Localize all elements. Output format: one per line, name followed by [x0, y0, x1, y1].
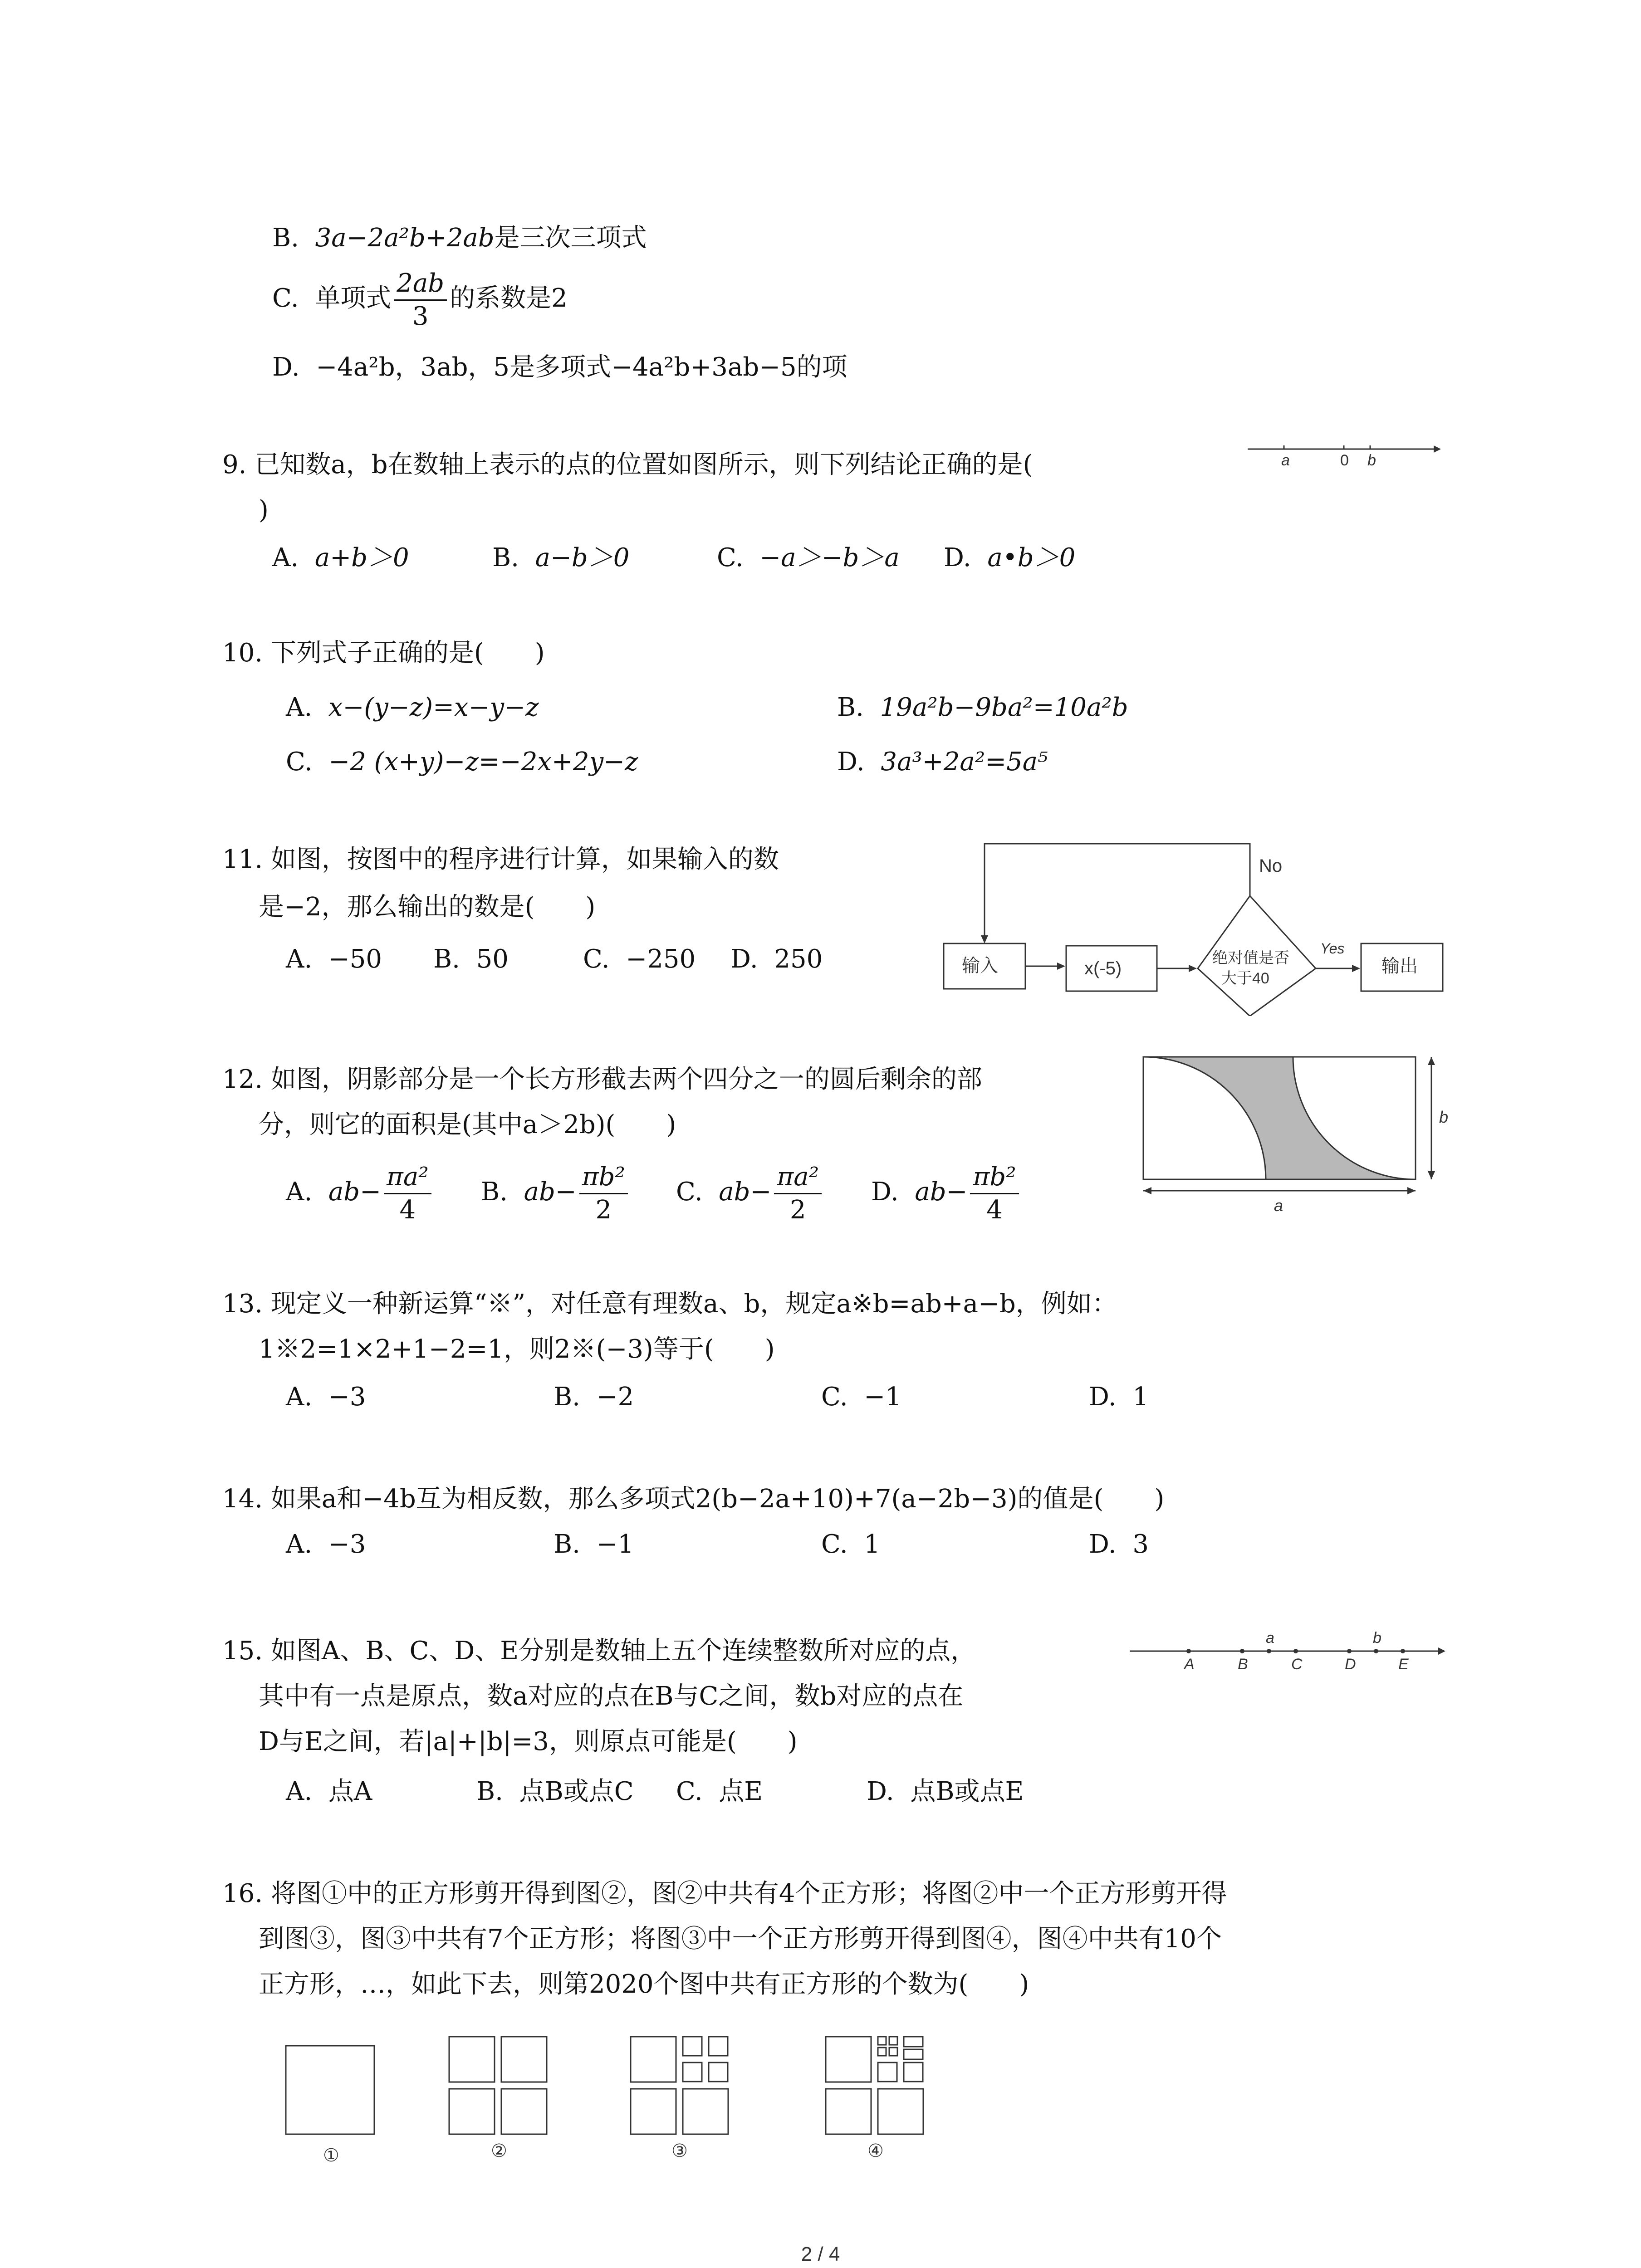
q12-option-d: D. ab− $\frac{\text{πb²}}{4}$ [871, 1161, 1022, 1226]
q10-option-c: C. −2 (x+y)−z=−2x+2y−z [286, 747, 638, 777]
q13-option-c: C. −1 [821, 1382, 901, 1412]
q9-option-c: C. −a＞−b＞a [717, 543, 900, 572]
flow-input-label: 输入 [962, 956, 998, 976]
q12-figure [1139, 1052, 1456, 1216]
q15-stem-line3: D与E之间，若|a|+|b|=3，则原点可能是( ) [259, 1727, 798, 1756]
figure-label-1: ① [323, 2146, 339, 2165]
q14-option-d: D. 3 [1089, 1530, 1149, 1559]
q11-option-d: D. 250 [730, 944, 823, 974]
q11-stem-line2: 是−2，那么输出的数是( ) [259, 892, 596, 922]
figure-label-4: ④ [867, 2141, 884, 2161]
q12-option-b: B. ab− $\frac{\text{πb²}}{2}$ [481, 1161, 631, 1226]
q9-option-a: A. a+b＞0 [272, 543, 409, 572]
q15-option-c: C. 点E [676, 1777, 763, 1806]
q16-stem-line3: 正方形，…，如此下去，则第2020个图中共有正方形的个数为( ) [259, 1970, 1029, 1999]
flow-yes-label: Yes [1320, 940, 1345, 957]
q11-option-c: C. −250 [583, 944, 696, 974]
q12-option-a: A. ab− $\frac{\text{πa²}}{4}$ [286, 1161, 434, 1226]
fraction: $\frac{2ab}{3}$ [394, 268, 447, 332]
q8-option-b: B. 3a−2a²b+2ab是三次三项式 [272, 223, 647, 253]
label-b: b [1367, 452, 1376, 469]
point-C: C [1291, 1656, 1303, 1673]
point-b: b [1373, 1629, 1381, 1647]
q16-figures [272, 2009, 998, 2173]
point-E: E [1398, 1656, 1409, 1673]
q14-option-c: C. 1 [821, 1530, 880, 1559]
q10-stem: 10. 下列式子正确的是( ) [222, 638, 545, 668]
q12-option-c: C. ab− $\frac{\text{πa²}}{2}$ [676, 1161, 824, 1226]
q10-option-d: D. 3a³+2a²=5a⁵ [837, 747, 1048, 777]
q15-option-a: A. 点A [286, 1777, 372, 1806]
q11-flowchart [935, 835, 1461, 1016]
q9-number-line [1243, 435, 1443, 472]
point-B: B [1238, 1656, 1248, 1673]
point-D: D [1345, 1656, 1356, 1673]
flow-condition-line1: 绝对值是否 [1212, 949, 1289, 967]
figure-label-3: ③ [671, 2141, 688, 2161]
q9-option-b: B. a−b＞0 [492, 543, 630, 572]
q8-option-c: C. 单项式 $\frac{2ab}{3}$ 的系数是2 [272, 268, 568, 332]
q8-option-d: D. −4a²b，3ab，5是多项式−4a²b+3ab−5的项 [272, 352, 847, 382]
q15-stem-line2: 其中有一点是原点，数a对应的点在B与C之间，数b对应的点在 [259, 1681, 964, 1711]
q14-option-a: A. −3 [286, 1530, 366, 1559]
label-a: a [1281, 452, 1290, 469]
point-a: a [1266, 1629, 1274, 1647]
q12-stem-line1: 12. 如图，阴影部分是一个长方形截去两个四分之一的圆后剩余的部 [222, 1065, 982, 1094]
figure-label-2: ② [491, 2141, 507, 2161]
q15-option-d: D. 点B或点E [867, 1777, 1024, 1806]
q13-stem-line2: 1※2=1×2+1−2=1，则2※(−3)等于( ) [259, 1334, 775, 1364]
flow-no-label: No [1259, 856, 1283, 876]
q15-stem-line1: 15. 如图A、B、C、D、E分别是数轴上五个连续整数所对应的点， [222, 1636, 976, 1666]
q11-stem-line1: 11. 如图，按图中的程序进行计算，如果输入的数 [222, 845, 779, 874]
q14-option-b: B. −1 [554, 1530, 634, 1559]
q9-stem-end: ) [259, 495, 269, 525]
flow-output-label: 输出 [1381, 956, 1418, 976]
q9-option-d: D. a•b＞0 [944, 543, 1076, 572]
label-zero: 0 [1340, 452, 1349, 469]
q13-option-d: D. 1 [1089, 1382, 1149, 1412]
flow-operation-label: x(-5) [1084, 958, 1122, 978]
q12-stem-line2: 分，则它的面积是(其中a＞2b)( ) [259, 1110, 676, 1139]
point-A: A [1184, 1656, 1195, 1673]
flow-condition-line2: 大于40 [1221, 970, 1269, 987]
q15-number-line [1125, 1624, 1452, 1678]
q13-option-a: A. −3 [286, 1382, 366, 1412]
q13-option-b: B. −2 [554, 1382, 634, 1412]
q16-stem-line1: 16. 将图①中的正方形剪开得到图②，图②中共有4个正方形；将图②中一个正方形剪开得 [222, 1879, 1227, 1908]
dimension-a: a [1274, 1196, 1283, 1215]
q9-stem: 9. 已知数a，b在数轴上表示的点的位置如图所示，则下列结论正确的是( [222, 450, 1033, 479]
q14-stem: 14. 如果a和−4b互为相反数，那么多项式2(b−2a+10)+7(a−2b−3)的值是( ) [222, 1484, 1165, 1514]
dimension-b: b [1439, 1108, 1449, 1126]
q11-option-a: A. −50 [286, 944, 382, 974]
q15-option-b: B. 点B或点C [476, 1777, 634, 1806]
q13-stem-line1: 13. 现定义一种新运算“※”，对任意有理数a、b，规定a※b=ab+a−b，例如： [222, 1289, 1117, 1319]
q11-option-b: B. 50 [433, 944, 509, 974]
q10-option-a: A. x−(y−z)=x−y−z [286, 693, 539, 722]
figure-1-square [286, 2046, 374, 2134]
q10-option-b: B. 19a²b−9ba²=10a²b [837, 693, 1128, 722]
page-number: 2 / 4 [801, 2243, 840, 2265]
q16-stem-line2: 到图③，图③中共有7个正方形；将图③中一个正方形剪开得到图④，图④中共有10个 [259, 1924, 1222, 1954]
